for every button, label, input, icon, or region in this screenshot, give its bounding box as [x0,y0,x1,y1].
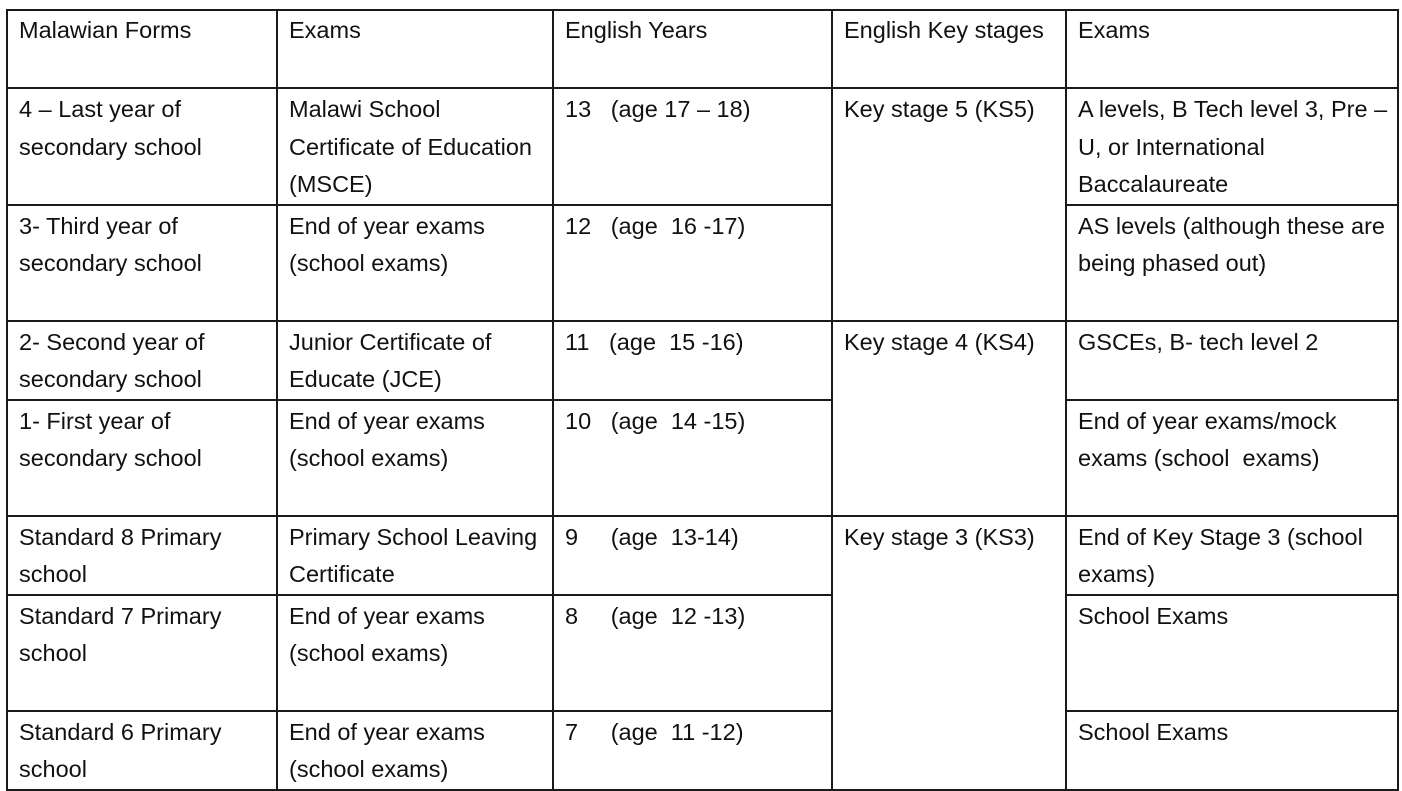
exam-cell: Junior Certificate of Educate (JCE) [277,321,553,400]
table-row [7,205,1398,321]
table-row [7,88,1398,205]
english-exam-cell: A levels, B Tech level 3, Pre –U, or International Baccalaureate [1066,88,1398,205]
header-english-exams: Exams [1066,10,1398,88]
english-year-cell: 12 (age 16 -17) [553,205,832,321]
form-cell: 4 – Last year of secondary school [7,88,277,205]
exam-cell: Primary School Leaving Certificate [277,516,553,595]
table-row [7,595,1398,711]
key-stage-cell: Key stage 5 (KS5) [832,88,1066,321]
table-row [7,321,1398,400]
table-row [7,711,1398,790]
english-exam-cell: End of year exams/mock exams (school exams) [1066,400,1398,516]
header-row [7,10,1398,88]
english-exam-cell: End of Key Stage 3 (school exams) [1066,516,1398,595]
exam-cell: Malawi School Certificate of Education (MSCE) [277,88,553,205]
table-row [7,516,1398,595]
english-year-cell: 9 (age 13-14) [553,516,832,595]
header-malawian-forms: Malawian Forms [7,10,277,88]
english-exam-cell: GSCEs, B- tech level 2 [1066,321,1398,400]
exam-cell: End of year exams (school exams) [277,595,553,711]
key-stage-cell: Key stage 4 (KS4) [832,321,1066,516]
key-stage-cell: Key stage 3 (KS3) [832,516,1066,790]
education-comparison-table [6,9,1399,791]
form-cell: Standard 7 Primary school [7,595,277,711]
english-year-cell: 8 (age 12 -13) [553,595,832,711]
exam-cell: End of year exams (school exams) [277,400,553,516]
english-exam-cell: School Exams [1066,595,1398,711]
english-year-cell: 11 (age 15 -16) [553,321,832,400]
exam-cell: End of year exams (school exams) [277,205,553,321]
header-english-key-stages: English Key stages [832,10,1066,88]
form-cell: 1- First year of secondary school [7,400,277,516]
form-cell: 3- Third year of secondary school [7,205,277,321]
table-row [7,400,1398,516]
english-exam-cell: School Exams [1066,711,1398,790]
header-exams: Exams [277,10,553,88]
header-english-years: English Years [553,10,832,88]
english-year-cell: 13 (age 17 – 18) [553,88,832,205]
comparison-table-wrapper [6,9,1399,791]
form-cell: Standard 6 Primary school [7,711,277,790]
form-cell: Standard 8 Primary school [7,516,277,595]
exam-cell: End of year exams (school exams) [277,711,553,790]
form-cell: 2- Second year of secondary school [7,321,277,400]
english-year-cell: 10 (age 14 -15) [553,400,832,516]
english-exam-cell: AS levels (although these are being phased out) [1066,205,1398,321]
english-year-cell: 7 (age 11 -12) [553,711,832,790]
